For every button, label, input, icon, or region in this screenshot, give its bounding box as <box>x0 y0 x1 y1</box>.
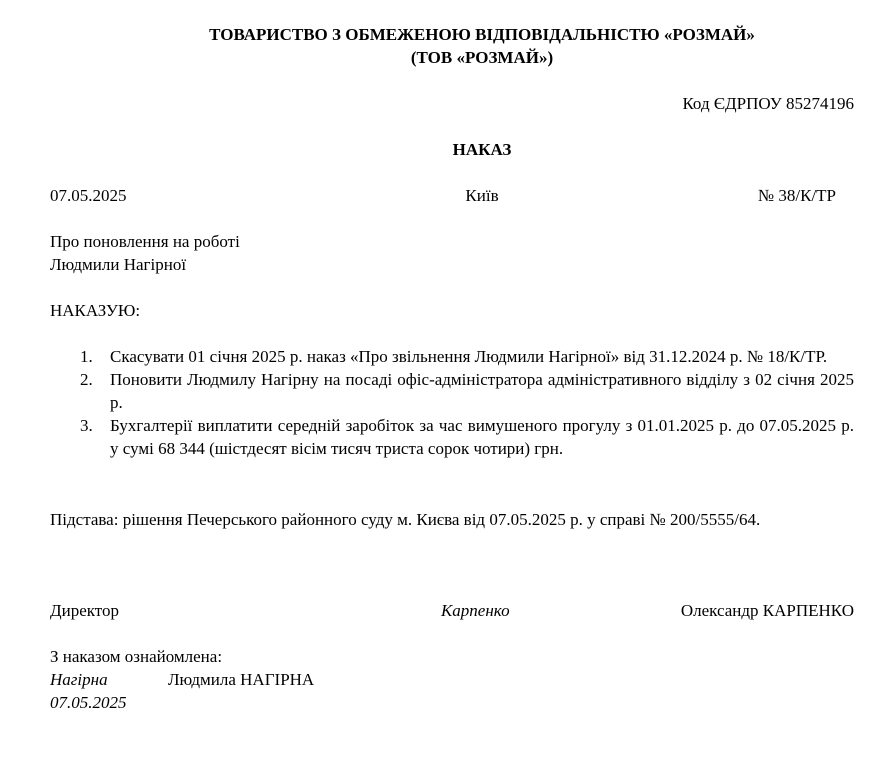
employee-name: Людмила НАГІРНА <box>168 670 315 689</box>
director-signature: Карпенко <box>441 601 510 620</box>
item-text: Скасувати 01 січня 2025 р. наказ «Про звільнення Людмили Нагірної» від 31.12.2024 р. № 18/К/ТР. <box>110 347 828 366</box>
item-text: Бухгалтерії виплатити середній заробіток за час вимушеного прогулу з 01.01.2025 р. до 07.05.2025 р. у сумі 68 344 (шістдесят вісім тисяч триста сорок чотири) грн. <box>110 416 854 458</box>
item-number: 1. <box>80 347 93 366</box>
basis-paragraph: Підстава: рішення Печерського районного суду м. Києва від 07.05.2025 р. у справі № 200/5555/64. <box>50 510 761 529</box>
subject-line-1: Про поновлення на роботі <box>50 232 240 251</box>
document-title: НАКАЗ <box>452 140 512 159</box>
employee-signature: Нагірна <box>50 670 108 689</box>
order-items-list <box>50 345 854 460</box>
acknowledgement-label: З наказом ознайомлена: <box>50 647 223 666</box>
acknowledgement-date: 07.05.2025 <box>50 693 127 712</box>
order-item <box>50 345 854 368</box>
signer-name: Олександр КАРПЕНКО <box>680 601 854 620</box>
order-word: НАКАЗУЮ: <box>50 301 141 320</box>
order-number: № 38/К/ТР <box>757 186 836 205</box>
company-full-name: ТОВАРИСТВО З ОБМЕЖЕНОЮ ВІДПОВІДАЛЬНІСТЮ «РОЗМАЙ» <box>209 25 755 44</box>
item-number: 2. <box>80 370 93 389</box>
item-text: Поновити Людмилу Нагірну на посаді офіс-адміністратора адміністративного відділу з 02 січня 2025 р. <box>110 370 854 412</box>
signer-position: Директор <box>50 601 119 620</box>
order-item <box>50 414 854 460</box>
subject-line-2: Людмили Нагірної <box>50 255 187 274</box>
edrpou-code: Код ЄДРПОУ 85274196 <box>682 94 854 113</box>
company-short-name: (ТОВ «РОЗМАЙ») <box>410 48 554 67</box>
item-number: 3. <box>80 416 93 435</box>
order-city: Київ <box>465 186 499 205</box>
order-date: 07.05.2025 <box>50 186 127 205</box>
order-item <box>50 368 854 414</box>
